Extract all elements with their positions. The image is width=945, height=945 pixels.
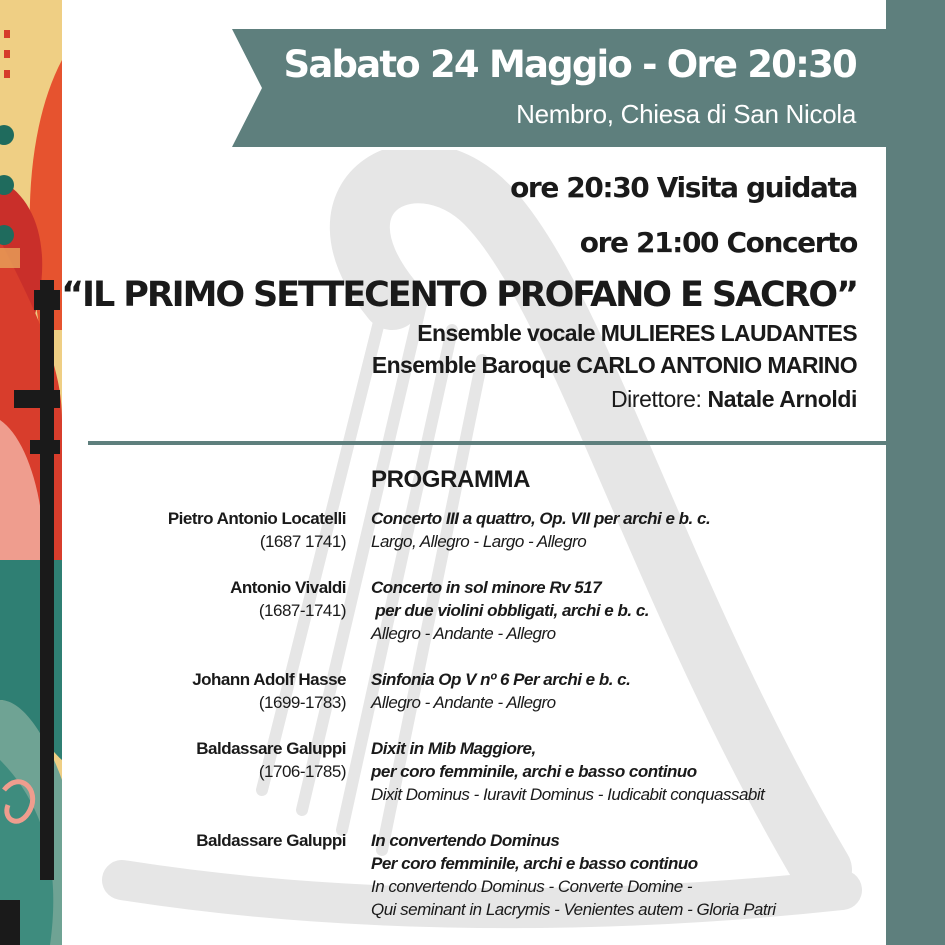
left-decorative-art: [0, 0, 62, 945]
composer-name: Baldassare Galuppi: [196, 739, 346, 758]
composer-name: Antonio Vivaldi: [230, 578, 346, 597]
composer-entry: [192, 668, 346, 714]
composer-entry: [168, 507, 346, 553]
work-title: Dixit in Mib Maggiore,: [371, 739, 536, 758]
event-date: Sabato 24 Maggio - Ore 20:30: [283, 43, 856, 86]
director-line: [611, 386, 857, 413]
composer-years: (1699-1783): [258, 693, 346, 712]
work-title: Concerto III a quattro, Op. VII per archi e b. c.: [371, 509, 711, 528]
work-entry: [371, 737, 764, 806]
section-divider: [88, 441, 886, 445]
work-entry: [371, 668, 630, 714]
ensemble-baroque: Ensemble Baroque CARLO ANTONIO MARINO: [371, 352, 857, 378]
event-venue: Nembro, Chiesa di San Nicola: [516, 99, 856, 129]
work-movements: Allegro - Andante - Allegro: [371, 624, 556, 643]
composer-years: (1687 1741): [259, 532, 346, 551]
work-entry: [371, 576, 649, 645]
composer-name: Baldassare Galuppi: [196, 831, 346, 850]
director-label: Direttore:: [610, 386, 702, 412]
work-movements: Dixit Dominus - Iuravit Dominus - Iudicabit conquassabit: [371, 785, 765, 804]
composer-entry: [196, 829, 346, 852]
schedule-concert: ore 21:00 Concerto: [579, 226, 857, 259]
work-title: Sinfonia Op V nº 6 Per archi e b. c.: [371, 670, 631, 689]
director-name: Natale Arnoldi: [707, 386, 857, 412]
date-banner: [232, 29, 886, 147]
composer-name: Johann Adolf Hasse: [192, 670, 346, 689]
schedule-visit: ore 20:30 Visita guidata: [510, 171, 857, 204]
work-movements: Qui seminant in Lacrymis - Venientes autem - Gloria Patri: [371, 900, 776, 919]
work-movements: In convertendo Dominus - Converte Domine -: [371, 877, 693, 896]
violin-illustration: [0, 0, 62, 945]
work-entry: [371, 507, 710, 553]
work-title: Concerto in sol minore Rv 517: [371, 578, 602, 597]
work-movements: Allegro - Andante - Allegro: [371, 693, 556, 712]
work-scoring: per coro femminile, archi e basso continuo: [371, 762, 697, 781]
work-scoring: per due violini obbligati, archi e b. c.: [371, 601, 649, 620]
composer-entry: [230, 576, 346, 622]
work-entry: [371, 829, 776, 921]
work-scoring: Per coro femminile, archi e basso continuo: [371, 854, 698, 873]
right-frame-bar: [886, 0, 945, 945]
work-movements: Largo, Allegro - Largo - Allegro: [371, 532, 587, 551]
composer-years: (1706-1785): [258, 762, 346, 781]
composer-entry: [196, 737, 346, 783]
ensemble-vocal: Ensemble vocale MULIERES LAUDANTES: [417, 320, 857, 346]
work-title: In convertendo Dominus: [371, 831, 560, 850]
composer-years: (1687-1741): [258, 601, 346, 620]
composer-name: Pietro Antonio Locatelli: [167, 509, 346, 528]
concert-title: “IL PRIMO SETTECENTO PROFANO E SACRO”: [61, 275, 857, 315]
program-heading: PROGRAMMA: [371, 466, 531, 493]
